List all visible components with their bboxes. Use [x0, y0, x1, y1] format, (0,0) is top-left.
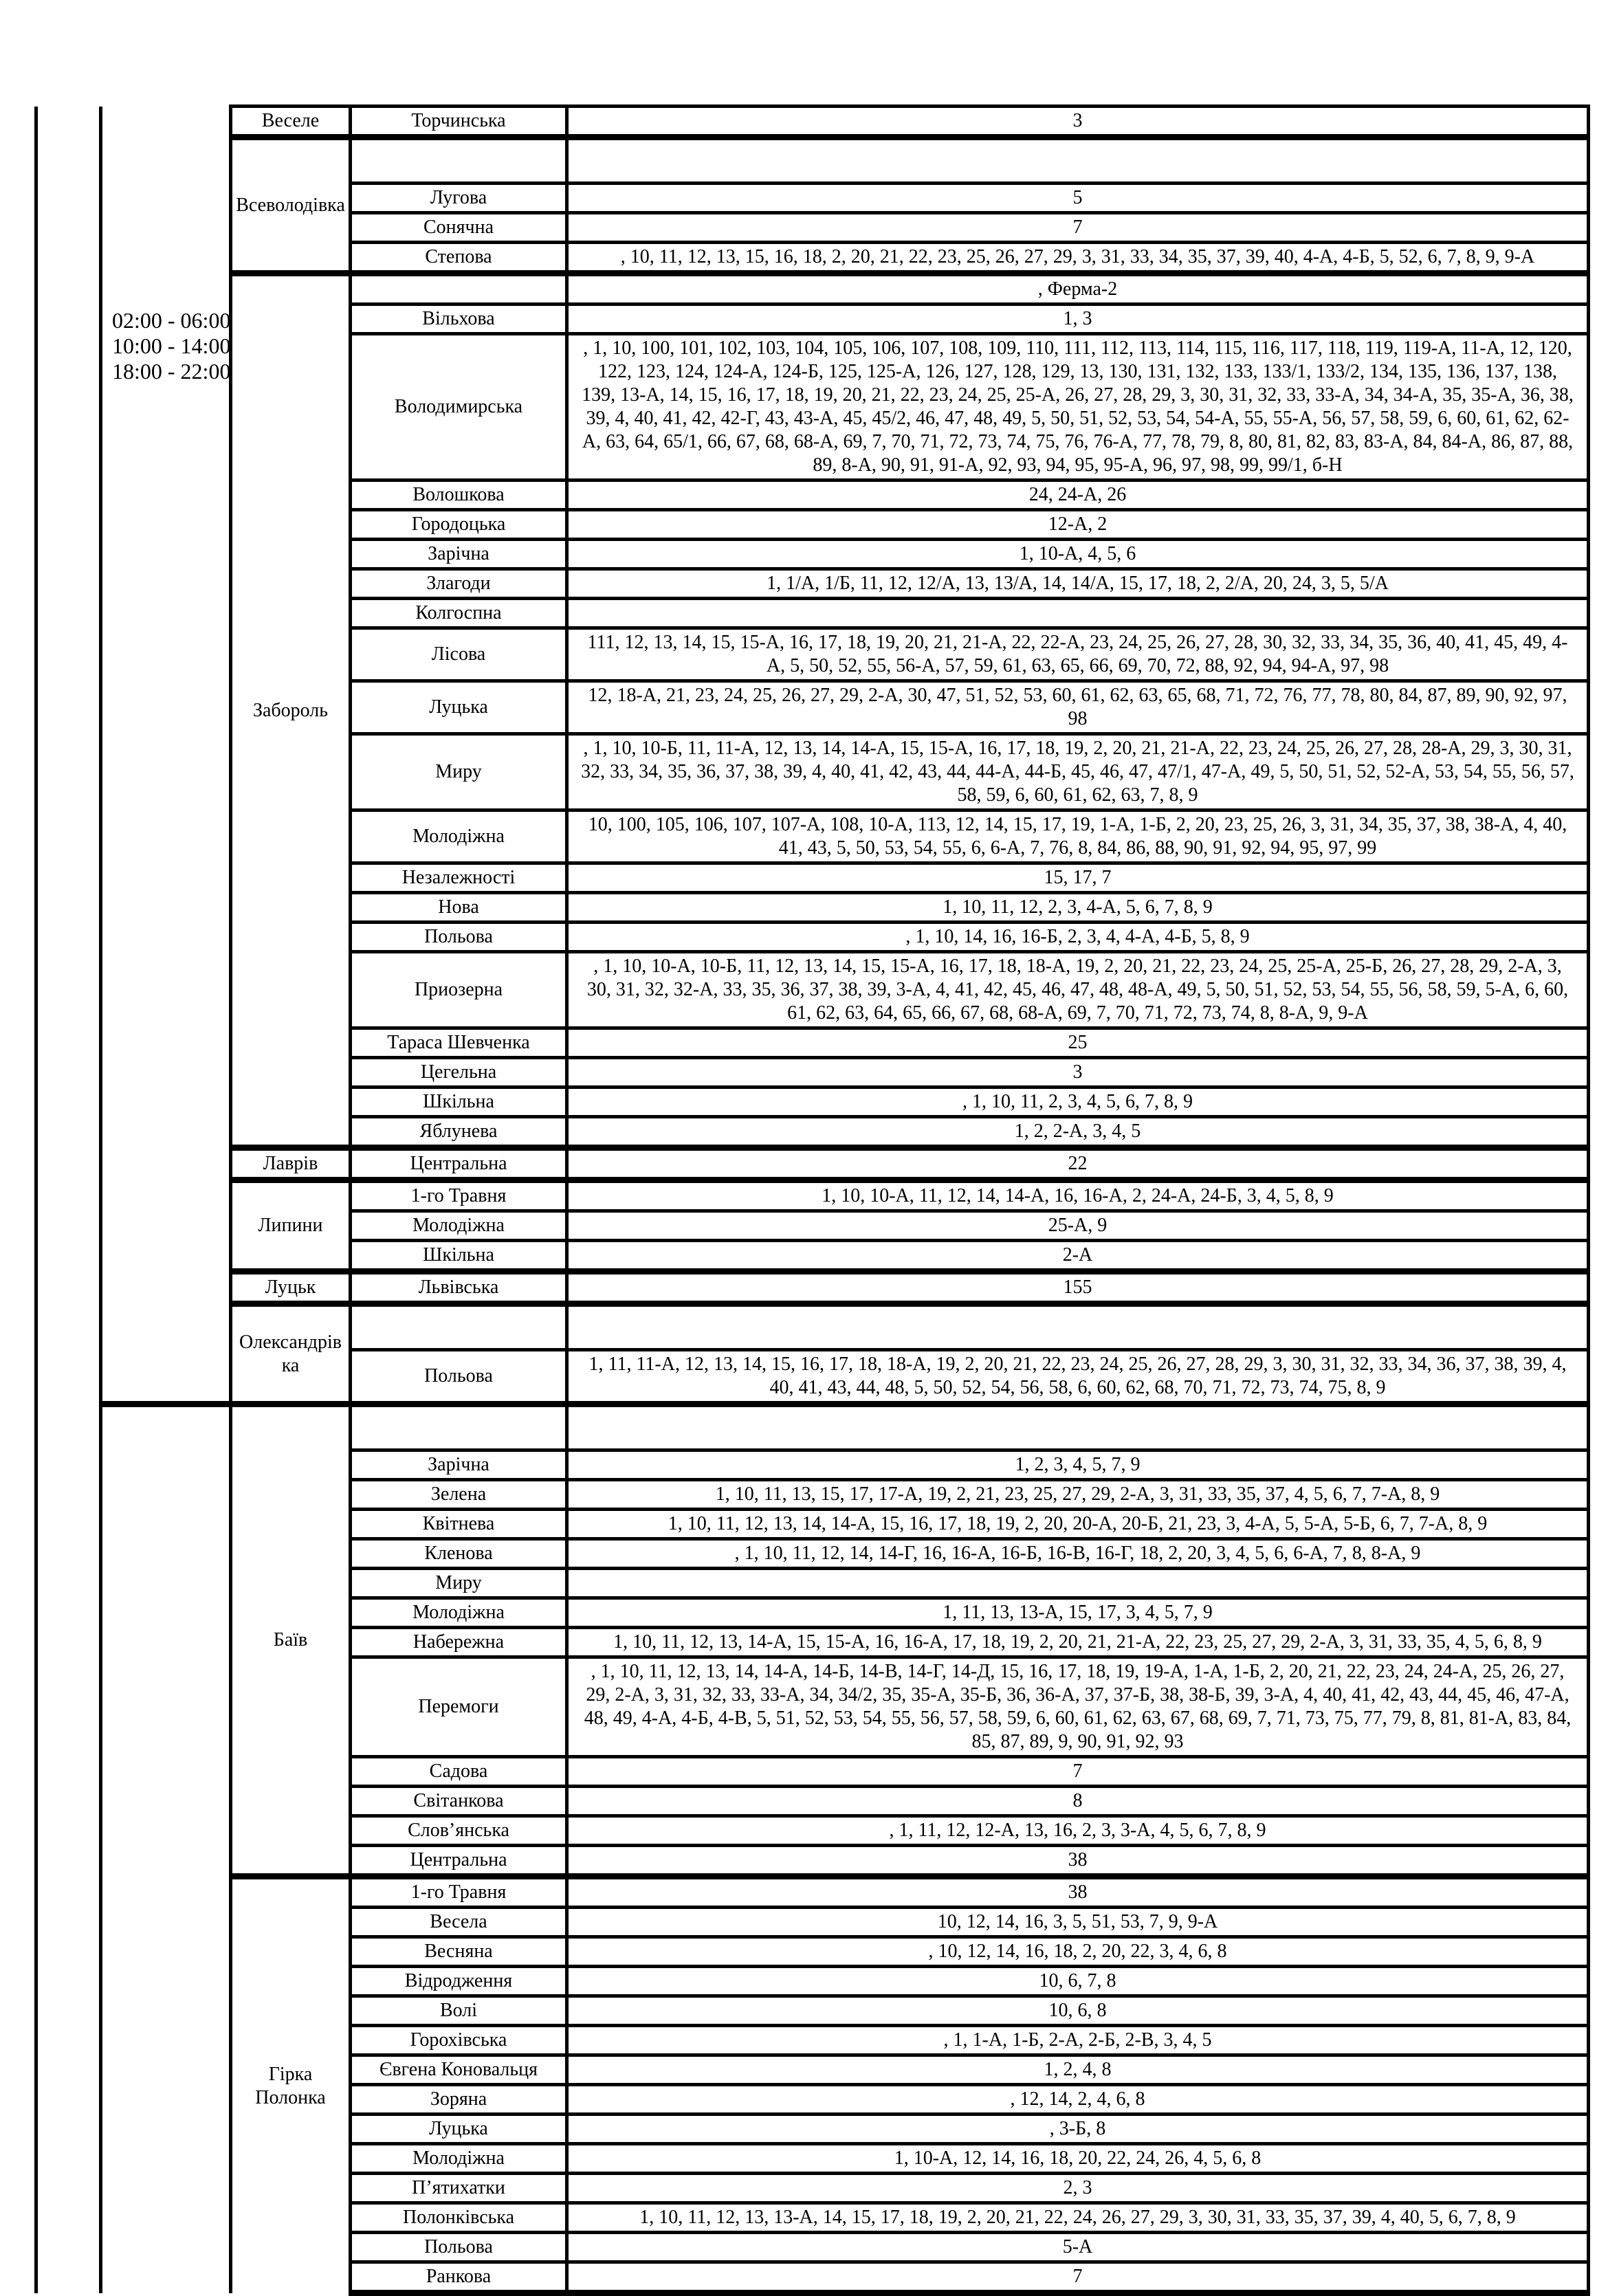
street-cell: Центральна	[351, 1148, 567, 1180]
house-numbers-cell: 1, 10, 11, 12, 13, 14, 14-А, 15, 16, 17, 18, 19, 2, 20, 20-А, 20-Б, 21, 23, 3, 4-А, 5, 5-А, 5-Б, 6, 7, 7-А, 8, 9	[567, 1510, 1589, 1539]
street-cell: Приозерна	[351, 952, 567, 1028]
house-numbers-cell: 1, 10, 11, 13, 15, 17, 17-А, 19, 2, 21, 23, 25, 27, 29, 2-А, 3, 31, 33, 35, 37, 4, 5, 6, 7, 7-А, 8, 9	[567, 1480, 1589, 1510]
street-cell: Городоцька	[351, 510, 567, 540]
street-cell: Центральна	[351, 1846, 567, 1877]
table-row	[36, 1180, 1589, 1211]
settlement-cell: Луцьк	[231, 1272, 351, 1304]
street-cell: П’ятихатки	[351, 2174, 567, 2203]
house-numbers-cell: 1, 2, 2-А, 3, 4, 5	[567, 1117, 1589, 1148]
street-cell: Слов’янська	[351, 1816, 567, 1846]
house-numbers-cell: 22	[567, 1148, 1589, 1180]
house-numbers-cell: 5-А	[567, 2233, 1589, 2262]
street-cell: Перемоги	[351, 1657, 567, 1757]
house-numbers-cell: 1, 10-А, 4, 5, 6	[567, 540, 1589, 569]
house-numbers-cell: 2, 3	[567, 2174, 1589, 2203]
house-numbers-cell: , 1, 10, 11, 2, 3, 4, 5, 6, 7, 8, 9	[567, 1088, 1589, 1117]
table-row	[36, 1148, 1589, 1180]
house-numbers-cell	[567, 599, 1589, 628]
house-numbers-cell: 10, 6, 7, 8	[567, 1967, 1589, 1996]
settlement-cell: Лаврів	[231, 1148, 351, 1180]
house-numbers-cell: , 1, 10, 10-А, 10-Б, 11, 12, 13, 14, 15, 15-А, 16, 17, 18, 18-А, 19, 2, 20, 21, 22, 23, 24, 25, 25-А, 25-Б, 26, 27, 28, 29, 2-А, 3, 30, 31, 32, 32-А, 33, 35, 36, 37, 38, 39, 3-А, 4, 41, 42, 45, 46, 47, 48, 48-А, 49, 5, 50, 51, 52, 53, 54, 55, 56, 58, 59, 5-А, 6, 60, 61, 62, 63, 64, 65, 66, 67, 68, 68-А, 69, 7, 70, 71, 72, 73, 74, 8, 8-А, 9, 9-А	[567, 952, 1589, 1028]
house-numbers-cell: 7	[567, 213, 1589, 243]
house-numbers-cell	[567, 1304, 1589, 1350]
settlement-cell: Липини	[231, 1180, 351, 1272]
house-numbers-cell: , Ферма-2	[567, 274, 1589, 305]
time-slot: 10:00 - 14:00	[112, 333, 231, 358]
house-numbers-cell: 111, 12, 13, 14, 15, 15-А, 16, 17, 18, 19, 20, 21, 21-А, 22, 22-А, 23, 24, 25, 26, 27, 28, 30, 32, 33, 34, 35, 36, 40, 41, 45, 49, 4-А, 5, 50, 52, 55, 56-А, 57, 59, 61, 63, 65, 66, 69, 70, 72, 88, 92, 94, 94-А, 97, 98	[567, 628, 1589, 681]
street-cell: Польова	[351, 1350, 567, 1404]
house-numbers-cell: , 1, 10, 11, 12, 13, 14, 14-А, 14-Б, 14-В, 14-Г, 14-Д, 15, 16, 17, 18, 19, 19-А, 1-А, 1-Б, 2, 20, 21, 22, 23, 24, 24-А, 25, 26, 27, 29, 2-А, 3, 31, 32, 33, 33-А, 34, 34/2, 35, 35-А, 35-Б, 36, 36-А, 37, 37-Б, 38, 38-Б, 39, 3-А, 4, 40, 41, 42, 43, 44, 45, 46, 47-А, 48, 49, 4-А, 4-Б, 4-В, 5, 51, 52, 53, 54, 55, 56, 57, 58, 59, 6, 60, 61, 62, 63, 67, 68, 69, 7, 71, 73, 75, 77, 79, 8, 81, 81-А, 83, 84, 85, 87, 89, 9, 90, 91, 92, 93	[567, 1657, 1589, 1757]
street-cell: Лугова	[351, 184, 567, 213]
left-spacer-cell	[36, 107, 101, 2293]
house-numbers-cell: , 1, 10, 14, 16, 16-Б, 2, 3, 4, 4-А, 4-Б, 5, 8, 9	[567, 923, 1589, 952]
street-cell: Торчинська	[351, 107, 567, 137]
settlement-cell: Забороль	[231, 274, 351, 1148]
house-numbers-cell: 2-А	[567, 1241, 1589, 1272]
house-numbers-cell: , 1, 10, 11, 12, 14, 14-Г, 16, 16-А, 16-Б, 16-В, 16-Г, 18, 2, 20, 3, 4, 5, 6, 6-А, 7, 8, 8-А, 9	[567, 1539, 1589, 1569]
house-numbers-cell: 3	[567, 1058, 1589, 1088]
street-cell: Цегельна	[351, 1058, 567, 1088]
street-cell: Зарічна	[351, 1450, 567, 1480]
house-numbers-cell: 7	[567, 1757, 1589, 1787]
house-numbers-cell: , 12, 14, 2, 4, 6, 8	[567, 2085, 1589, 2115]
house-numbers-cell: 1, 10, 11, 12, 13, 14-А, 15, 15-А, 16, 16-А, 17, 18, 19, 2, 20, 21, 21-А, 22, 23, 25, 27, 29, 2-А, 3, 31, 33, 35, 4, 5, 6, 8, 9	[567, 1628, 1589, 1657]
house-numbers-cell: 10, 12, 14, 16, 3, 5, 51, 53, 7, 9, 9-А	[567, 1908, 1589, 1937]
street-cell: Лісова	[351, 628, 567, 681]
street-cell: Луцька	[351, 681, 567, 734]
street-cell: Зоряна	[351, 2085, 567, 2115]
house-numbers-cell: 1, 2, 4, 8	[567, 2055, 1589, 2085]
house-numbers-cell: 12, 18-А, 21, 23, 24, 25, 26, 27, 29, 2-А, 30, 47, 51, 52, 53, 60, 61, 62, 63, 65, 68, 71, 72, 76, 77, 78, 80, 84, 87, 89, 90, 92, 97, 98	[567, 681, 1589, 734]
time-slot: 18:00 - 22:00	[112, 358, 231, 384]
street-cell: Яблунева	[351, 1117, 567, 1148]
house-numbers-cell: 1, 10-А, 12, 14, 16, 18, 20, 22, 24, 26, 4, 5, 6, 8	[567, 2144, 1589, 2174]
time-slot-cell	[101, 1404, 231, 2293]
street-cell: Миру	[351, 1569, 567, 1598]
settlement-cell: Баїв	[231, 1404, 351, 1877]
time-slot-cell	[101, 107, 231, 1404]
street-cell	[351, 1304, 567, 1350]
street-cell: Сонячна	[351, 213, 567, 243]
table-row	[36, 1272, 1589, 1304]
street-cell	[351, 137, 567, 184]
street-cell: Нова	[351, 893, 567, 923]
house-numbers-cell: 3	[567, 107, 1589, 137]
street-cell: Набережна	[351, 1628, 567, 1657]
house-numbers-cell: 24, 24-А, 26	[567, 481, 1589, 510]
street-cell: Шкільна	[351, 1088, 567, 1117]
house-numbers-cell: 1, 11, 13, 13-А, 15, 17, 3, 4, 5, 7, 9	[567, 1598, 1589, 1628]
house-numbers-cell: 8	[567, 1787, 1589, 1816]
street-cell: Весела	[351, 1908, 567, 1937]
street-cell: Шкільна	[351, 1241, 567, 1272]
street-cell: Садова	[351, 1757, 567, 1787]
house-numbers-cell: , 1, 11, 12, 12-А, 13, 16, 2, 3, 3-А, 4, 5, 6, 7, 8, 9	[567, 1816, 1589, 1846]
street-cell: Степова	[351, 243, 567, 274]
house-numbers-cell: 38	[567, 1846, 1589, 1877]
table-row	[36, 137, 1589, 184]
street-cell: Вільхова	[351, 305, 567, 334]
street-cell: Зелена	[351, 1480, 567, 1510]
house-numbers-cell: , 3-Б, 8	[567, 2115, 1589, 2144]
house-numbers-cell: 25	[567, 1028, 1589, 1058]
street-cell: 1-го Травня	[351, 1180, 567, 1211]
street-cell: Молодіжна	[351, 2144, 567, 2174]
house-numbers-cell: 12-А, 2	[567, 510, 1589, 540]
street-cell: Зарічна	[351, 540, 567, 569]
street-cell: Злагоди	[351, 569, 567, 599]
house-numbers-cell: 1, 10, 11, 12, 13, 13-А, 14, 15, 17, 18, 19, 2, 20, 21, 22, 24, 26, 27, 29, 3, 30, 31, 33, 35, 37, 39, 4, 40, 5, 6, 7, 8, 9	[567, 2203, 1589, 2233]
street-cell: Квітнева	[351, 1510, 567, 1539]
house-numbers-cell: 10, 100, 105, 106, 107, 107-А, 108, 10-А, 113, 12, 14, 15, 17, 19, 1-А, 1-Б, 2, 20, 23, 25, 26, 3, 31, 34, 35, 37, 38, 38-А, 4, 40, 41, 43, 5, 50, 53, 54, 55, 6, 6-А, 7, 76, 8, 84, 86, 88, 90, 91, 92, 94, 95, 97, 99	[567, 810, 1589, 863]
street-cell: 1-го Травня	[351, 1877, 567, 1908]
street-cell: Горохівська	[351, 2026, 567, 2055]
street-cell: Євгена Коновальця	[351, 2055, 567, 2085]
street-cell: Волі	[351, 1996, 567, 2026]
time-slot: 02:00 - 06:00	[112, 307, 231, 333]
street-cell: Молодіжна	[351, 1598, 567, 1628]
street-cell: Полонківська	[351, 2203, 567, 2233]
street-cell: Волошкова	[351, 481, 567, 510]
house-numbers-cell: 1, 1/А, 1/Б, 11, 12, 12/А, 13, 13/А, 14, 14/А, 15, 17, 18, 2, 2/А, 20, 24, 3, 5, 5/А	[567, 569, 1589, 599]
house-numbers-cell: 7	[567, 2262, 1589, 2293]
house-numbers-cell: 5	[567, 184, 1589, 213]
outage-schedule-table	[34, 104, 1590, 2296]
house-numbers-cell	[567, 137, 1589, 184]
settlement-cell: Всеволодівка	[231, 137, 351, 274]
house-numbers-cell: , 1, 10, 100, 101, 102, 103, 104, 105, 106, 107, 108, 109, 110, 111, 112, 113, 114, 115, 116, 117, 118, 119, 119-А, 11-А, 12, 120, 122, 123, 124, 124-А, 124-Б, 125, 125-А, 126, 127, 128, 129, 13, 130, 131, 132, 133, 133/1, 133/2, 134, 135, 136, 137, 138, 139, 13-А, 14, 15, 16, 17, 18, 19, 20, 21, 22, 23, 24, 25, 25-А, 26, 27, 28, 29, 3, 30, 31, 32, 33, 33-А, 34, 34-А, 35, 35-А, 36, 38, 39, 4, 40, 41, 42, 42-Г, 43, 43-А, 45, 45/2, 46, 47, 48, 49, 5, 50, 51, 52, 53, 54, 54-А, 55, 55-А, 56, 57, 58, 59, 6, 60, 61, 62, 62-А, 63, 64, 65/1, 66, 67, 68, 68-А, 69, 7, 70, 71, 72, 73, 74, 75, 76, 76-А, 77, 78, 79, 8, 80, 81, 82, 83, 83-А, 84, 84-А, 86, 87, 88, 89, 8-А, 90, 91, 91-А, 92, 93, 94, 95, 95-А, 96, 97, 98, 99, 99/1, б-Н	[567, 334, 1589, 481]
street-cell: Луцька	[351, 2115, 567, 2144]
street-cell: Ранкова	[351, 2262, 567, 2293]
street-cell: Польова	[351, 923, 567, 952]
house-numbers-cell: 1, 11, 11-А, 12, 13, 14, 15, 16, 17, 18, 18-А, 19, 2, 20, 21, 22, 23, 24, 25, 26, 27, 28, 29, 3, 30, 31, 32, 33, 34, 36, 37, 38, 39, 4, 40, 41, 43, 44, 48, 5, 50, 52, 54, 56, 58, 6, 60, 62, 68, 70, 71, 72, 73, 74, 75, 8, 9	[567, 1350, 1589, 1404]
street-cell: Відродження	[351, 1967, 567, 1996]
house-numbers-cell: , 10, 11, 12, 13, 15, 16, 18, 2, 20, 21, 22, 23, 25, 26, 27, 29, 3, 31, 33, 34, 35, 37, 39, 40, 4-А, 4-Б, 5, 52, 6, 7, 8, 9, 9-А	[567, 243, 1589, 274]
house-numbers-cell	[567, 1569, 1589, 1598]
table-row	[36, 1304, 1589, 1350]
house-numbers-cell: , 1, 10, 10-Б, 11, 11-А, 12, 13, 14, 14-А, 15, 15-А, 16, 17, 18, 19, 2, 20, 21, 21-А, 22, 23, 24, 25, 26, 27, 28, 28-А, 29, 3, 30, 31, 32, 33, 34, 35, 36, 37, 38, 39, 4, 40, 41, 42, 43, 44, 44-А, 44-Б, 45, 46, 47, 47/1, 47-А, 49, 5, 50, 51, 52, 52-А, 53, 54, 55, 56, 57, 58, 59, 6, 60, 61, 62, 63, 7, 8, 9	[567, 734, 1589, 810]
street-cell: Миру	[351, 734, 567, 810]
house-numbers-cell: 10, 6, 8	[567, 1996, 1589, 2026]
house-numbers-cell: 1, 3	[567, 305, 1589, 334]
street-cell: Весняна	[351, 1937, 567, 1967]
house-numbers-cell: 25-А, 9	[567, 1211, 1589, 1241]
house-numbers-cell: , 1, 1-А, 1-Б, 2-А, 2-Б, 2-В, 3, 4, 5	[567, 2026, 1589, 2055]
settlement-cell: Веселе	[231, 107, 351, 137]
street-cell: Кленова	[351, 1539, 567, 1569]
table-row	[36, 1404, 1589, 1450]
street-cell: Незалежності	[351, 863, 567, 893]
street-cell	[351, 1404, 567, 1450]
street-cell: Польова	[351, 2233, 567, 2262]
street-cell: Молодіжна	[351, 810, 567, 863]
street-cell: Львівська	[351, 1272, 567, 1304]
house-numbers-cell: , 10, 12, 14, 16, 18, 2, 20, 22, 3, 4, 6, 8	[567, 1937, 1589, 1967]
street-cell: Тараса Шевченка	[351, 1028, 567, 1058]
street-cell: Колгоспна	[351, 599, 567, 628]
table-row	[36, 1877, 1589, 1908]
house-numbers-cell: 155	[567, 1272, 1589, 1304]
table-row	[36, 107, 1589, 137]
house-numbers-cell: 1, 10, 11, 12, 2, 3, 4-А, 5, 6, 7, 8, 9	[567, 893, 1589, 923]
house-numbers-cell: 1, 2, 3, 4, 5, 7, 9	[567, 1450, 1589, 1480]
house-numbers-cell	[567, 1404, 1589, 1450]
street-cell: Світанкова	[351, 1787, 567, 1816]
table-row	[36, 274, 1589, 305]
settlement-cell: Гірка Полонка	[231, 1877, 351, 2293]
house-numbers-cell: 1, 10, 10-А, 11, 12, 14, 14-А, 16, 16-А, 2, 24-А, 24-Б, 3, 4, 5, 8, 9	[567, 1180, 1589, 1211]
street-cell	[351, 274, 567, 305]
street-cell: Молодіжна	[351, 1211, 567, 1241]
house-numbers-cell: 38	[567, 1877, 1589, 1908]
street-cell: Володимирська	[351, 334, 567, 481]
settlement-cell: Олександрівка	[231, 1304, 351, 1404]
house-numbers-cell: 15, 17, 7	[567, 863, 1589, 893]
